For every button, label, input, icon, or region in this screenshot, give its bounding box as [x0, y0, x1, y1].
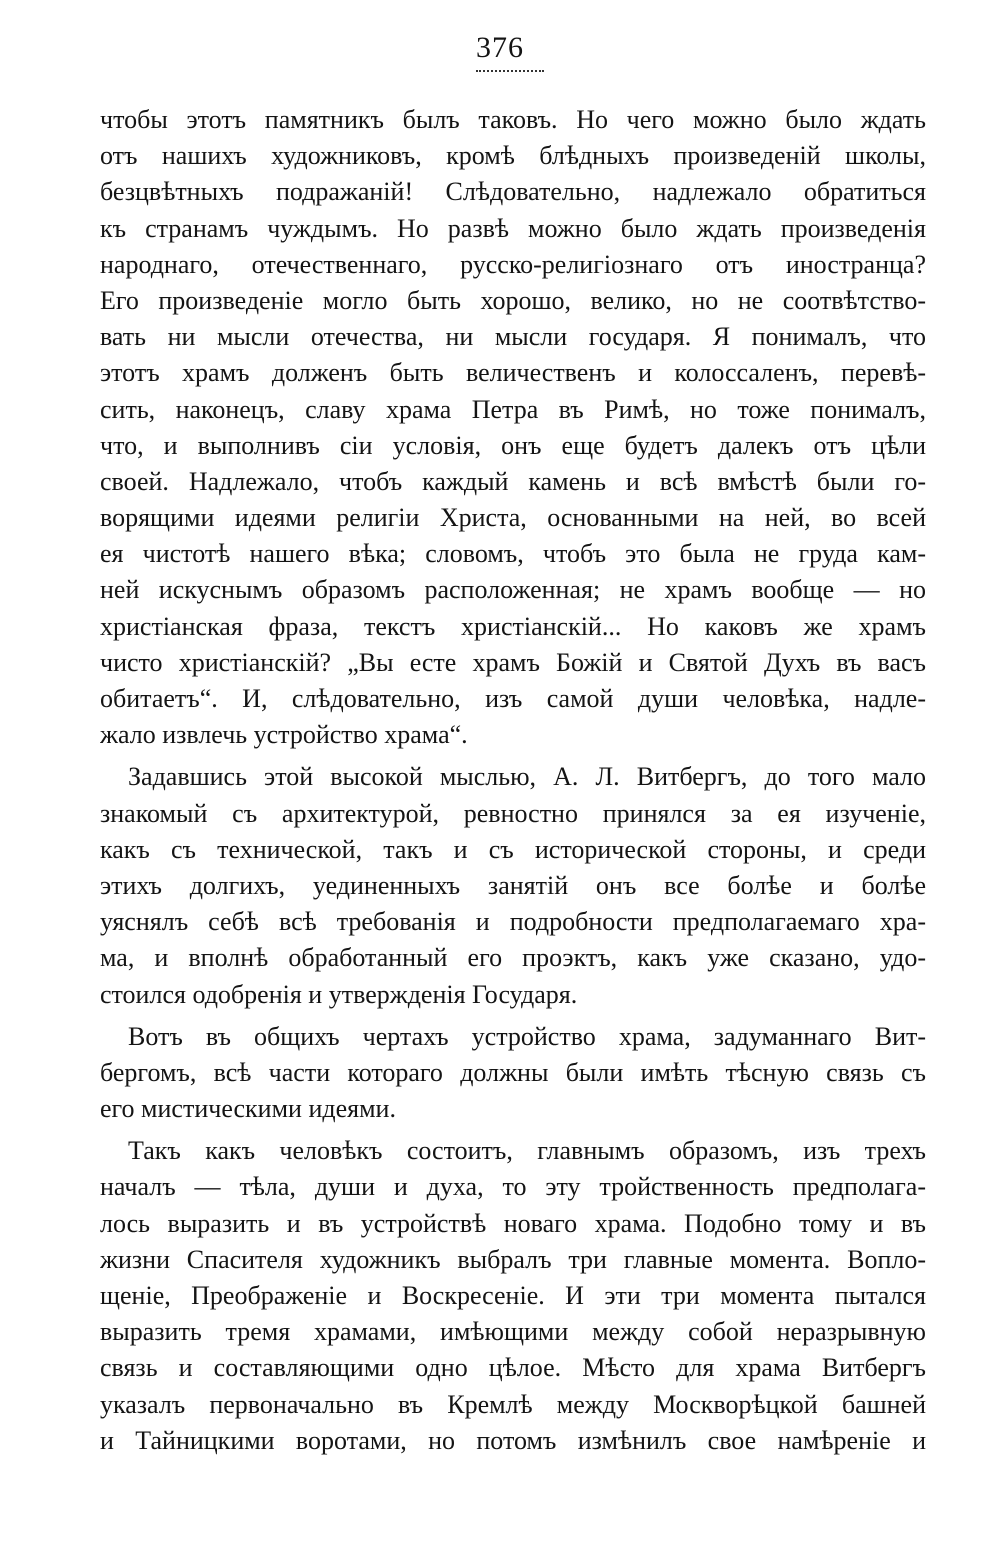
text-line: Такъ какъ человѣкъ состоитъ, главнымъ образомъ, изъ трехъ	[128, 1136, 926, 1166]
text-line: народнаго, отечественнаго, русско-религіознаго отъ иностранца?	[100, 249, 926, 279]
text-line: знакомый съ архитектурой, ревностно принялся за ея изученіе,	[100, 798, 926, 828]
text-line: лось выразить и въ устройствѣ новаго храма. Подобно тому и въ	[100, 1208, 926, 1238]
page-number-rule	[476, 70, 544, 72]
text-line: сить, наконецъ, славу храма Петра въ Римѣ, но тоже понималъ,	[100, 394, 926, 424]
text-line: обитаетъ“. И, слѣдовательно, изъ самой души человѣка, надле-	[100, 684, 926, 713]
text-line: выразить тремя храмами, имѣющими между собой неразрывную	[100, 1317, 926, 1347]
text-line: Вотъ въ общихъ чертахъ устройство храма, задуманнаго Вит-	[128, 1021, 926, 1051]
text-line: щеніе, Преображеніе и Воскресеніе. И эти три момента пытался	[100, 1281, 926, 1310]
body-text	[100, 102, 926, 1459]
text-line: и Тайницкими воротами, но потомъ измѣнилъ свое намѣреніе и	[100, 1425, 926, 1455]
text-line: что, и выполнивъ сіи условія, онъ еще будетъ далекъ отъ цѣли	[100, 430, 926, 460]
text-line: безцвѣтныхъ подражаній! Слѣдовательно, надлежало обратиться	[100, 177, 926, 207]
text-line: Задавшись этой высокой мыслью, А. Л. Витбергъ, до того мало	[128, 762, 926, 792]
text-line: ма, и вполнѣ обработанный его проэктъ, какъ уже сказано, удо-	[100, 943, 926, 973]
text-line: ея чистотѣ нашего вѣка; словомъ, чтобъ это была не груда кам-	[100, 539, 926, 569]
text-line: началъ — тѣла, души и духа, то эту тройственность предполага-	[100, 1172, 926, 1202]
text-line: уяснялъ себѣ всѣ требованія и подробности предполагаемаго хра-	[100, 907, 926, 937]
text-line: отъ нашихъ художниковъ, кромѣ блѣдныхъ произведеній школы,	[100, 141, 926, 171]
text-line: къ странамъ чуждымъ. Но развѣ можно было ждать произведенія	[100, 213, 926, 243]
paragraph	[100, 102, 926, 753]
text-line: вать ни мысли отечества, ни мысли государя. Я понималъ, что	[100, 322, 926, 352]
text-line: жало извлечь устройство храма“.	[100, 720, 468, 750]
paragraph	[100, 759, 926, 1012]
text-line: этихъ долгихъ, уединенныхъ занятій онъ все болѣе и болѣе	[100, 870, 926, 900]
text-line: стоился одобренія и утвержденія Государя.	[100, 979, 578, 1009]
text-line: этотъ храмъ долженъ быть величественъ и колоссаленъ, перевѣ-	[100, 358, 926, 388]
paragraph	[100, 1019, 926, 1128]
text-line: жизни Спасителя художникъ выбралъ три главные момента. Вопло-	[100, 1244, 926, 1274]
text-line: чтобы этотъ памятникъ былъ таковъ. Но чего можно было ждать	[100, 105, 926, 134]
page-number: 376	[476, 31, 524, 64]
text-line: какъ съ технической, такъ и съ исторической стороны, и среди	[100, 834, 926, 864]
text-line: христіанская фраза, текстъ христіанскій... Но каковъ же храмъ	[100, 611, 926, 641]
text-line: Его произведеніе могло быть хорошо, велико, но не соотвѣтство-	[100, 285, 926, 315]
paragraph	[100, 1133, 926, 1459]
text-line: чисто христіанскій? „Вы есте храмъ Божій и Святой Духъ въ васъ	[100, 647, 926, 677]
text-line: его мистическими идеями.	[100, 1094, 396, 1124]
text-line: бергомъ, всѣ части котораго должны были имѣть тѣсную связь съ	[100, 1057, 926, 1087]
text-line: ней искуснымъ образомъ расположенная; не храмъ вообще — но	[100, 575, 926, 605]
text-line: своей. Надлежало, чтобъ каждый камень и всѣ вмѣстѣ были го-	[100, 466, 926, 496]
text-line: ворящими идеями религіи Христа, основанными на ней, во всей	[100, 503, 926, 533]
text-line: указалъ первоначально въ Кремлѣ между Москворѣцкой башней	[100, 1389, 926, 1419]
text-line: связь и составляющими одно цѣлое. Мѣсто для храма Витбергъ	[100, 1353, 926, 1383]
